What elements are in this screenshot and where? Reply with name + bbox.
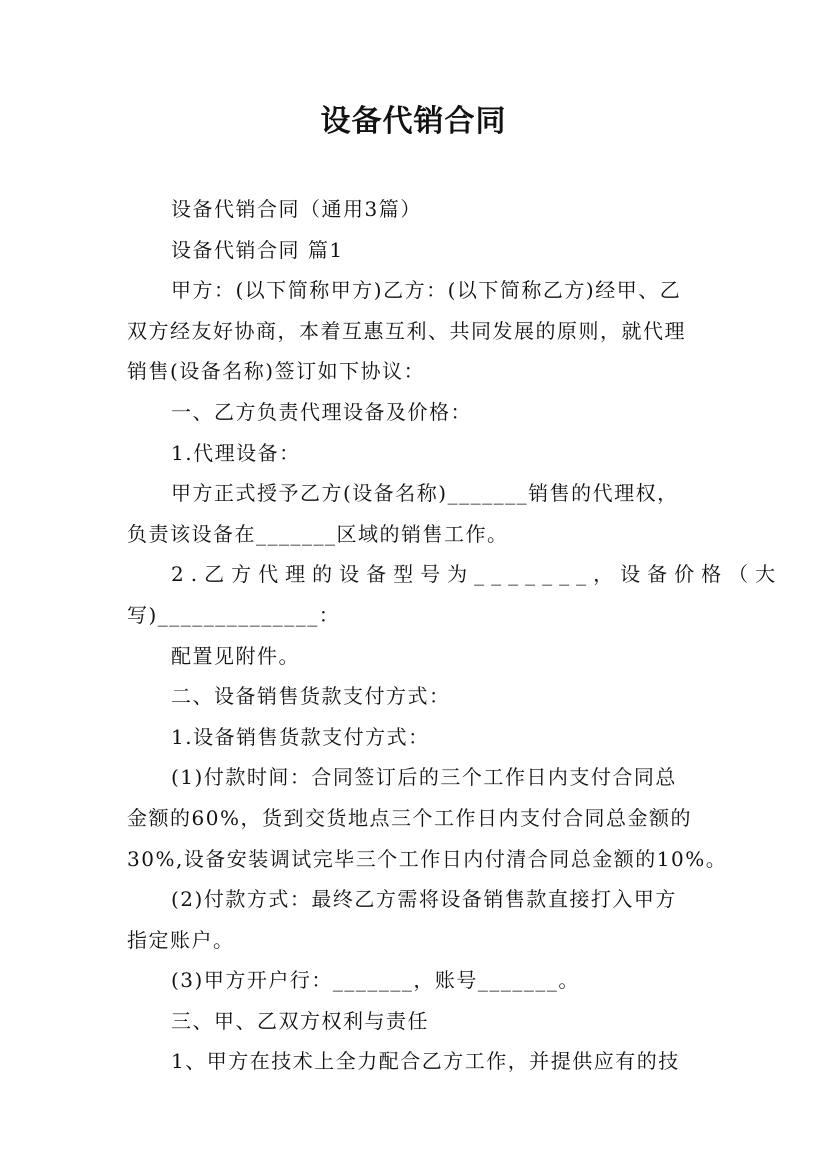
text-line: 负责该设备在_______区域的销售工作。 — [127, 521, 509, 546]
text-line: 设备代销合同 篇1 — [171, 237, 344, 262]
text-line: 销售(设备名称)签订如下协议： — [127, 359, 426, 384]
text-line: 三、甲、乙双方权利与责任 — [171, 1008, 429, 1033]
text-line: (3)甲方开户行：_______，账号_______。 — [171, 968, 580, 993]
text-line: 一、乙方负责代理设备及价格： — [171, 399, 472, 424]
text-line: 指定账户。 — [127, 927, 235, 952]
text-line: 甲方正式授予乙方(设备名称)_______销售的代理权， — [171, 481, 679, 506]
document-title: 设备代销合同 — [320, 104, 507, 139]
text-line: (2)付款方式：最终乙方需将设备销售款直接打入甲方 — [171, 887, 677, 912]
document-body — [127, 189, 783, 1082]
text-line: 二、设备销售货款支付方式： — [171, 684, 451, 709]
text-line: 甲方：(以下简称甲方)乙方：(以下简称乙方)经甲、乙 — [171, 278, 682, 303]
text-line: 1.代理设备： — [171, 440, 301, 465]
text-line: 双方经友好协商，本着互惠互利、共同发展的原则，就代理 — [127, 318, 686, 343]
text-line: 写)______________： — [127, 602, 341, 627]
text-line: 配置见附件。 — [171, 643, 300, 668]
text-line: 1、甲方在技术上全力配合乙方工作，并提供应有的技 — [171, 1049, 680, 1074]
text-line: (1)付款时间：合同签订后的三个工作日内支付合同总 — [171, 765, 677, 790]
text-line: 金额的60%，货到交货地点三个工作日内支付合同总金额的 — [127, 805, 692, 830]
text-line: 30%,设备安装调试完毕三个工作日内付清合同总金额的10%。 — [127, 846, 728, 871]
text-line: 2.乙方代理的设备型号为_______，设备价格（大 — [171, 562, 783, 587]
text-line: 设备代销合同（通用3篇） — [171, 197, 422, 221]
text-line: 1.设备销售货款支付方式： — [171, 724, 430, 749]
